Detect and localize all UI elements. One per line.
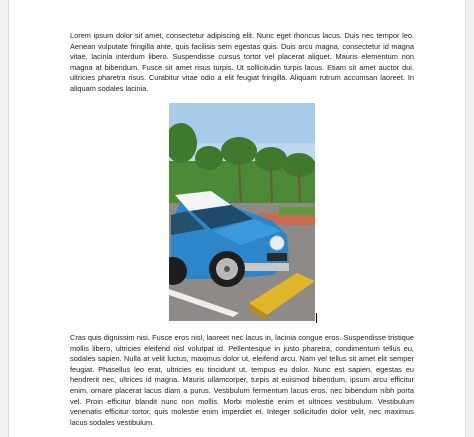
text-cursor	[316, 313, 317, 323]
car-photo	[169, 103, 315, 321]
embedded-image[interactable]	[169, 103, 315, 321]
paragraph-2[interactable]: Cras quis dignissim nisi. Fusce eros nisl, laoreet nec lacus in, lacinia congue eros. Suspendisse tristique mollis libero, ultricies eleifend nisl volutpat id. Pellentesque in justo pharetra, condimentum tellus eu, sodales sapien. Nulla at velit luctus, maximus dolor ut, eleifend arcu. Nam vel tellus sit amet elit semper feugiat. Phasellus leo erat, ultricies eu tincidunt ut, tempus eu dolor. Nunc est sapien, egestas eu hendrerit nec, ultrices id magna. Mauris ullamcorper, turpis at euismod bibendum, ipsum arcu efficitur enim, ornare placerat lacus diam a purus. Vestibulum fermentum lacus eros, nec bibendum nibh porta vel. Proin efficitur blandit nunc non mollis. Morbi molestie enim et ultrices vestibulum. Vestibulum venenatis efficitur tortor, quis molestie enim imperdiet et. Integer sollicitudin dolor velit, nec maximus lacus sodales vestibulum.	[70, 333, 414, 427]
paragraph-1[interactable]: Lorem ipsum dolor sit amet, consectetur adipiscing elit. Nunc eget rhoncus lacus. Duis nec tempor leo. Aenean vulputate fringilla ante, quis facilisis sem egestas quis. Duis arcu magna, consectetur id magna vitae, lacinia interdum libero. Suspendisse cursus tortor vel placerat aliquet. Mauris elementum non magna at bibendum. Fusce sit amet risus turpis. Ut sollicitudin turpis lacus. Etiam sit amet auctor dui, ultricies pharetra risus. Curabitur vitae odio a elit feugiat fringilla. Aliquam rutrum accumsan laoreet. In aliquam sodales lacinia.	[70, 31, 414, 93]
document-page[interactable]	[8, 0, 466, 437]
